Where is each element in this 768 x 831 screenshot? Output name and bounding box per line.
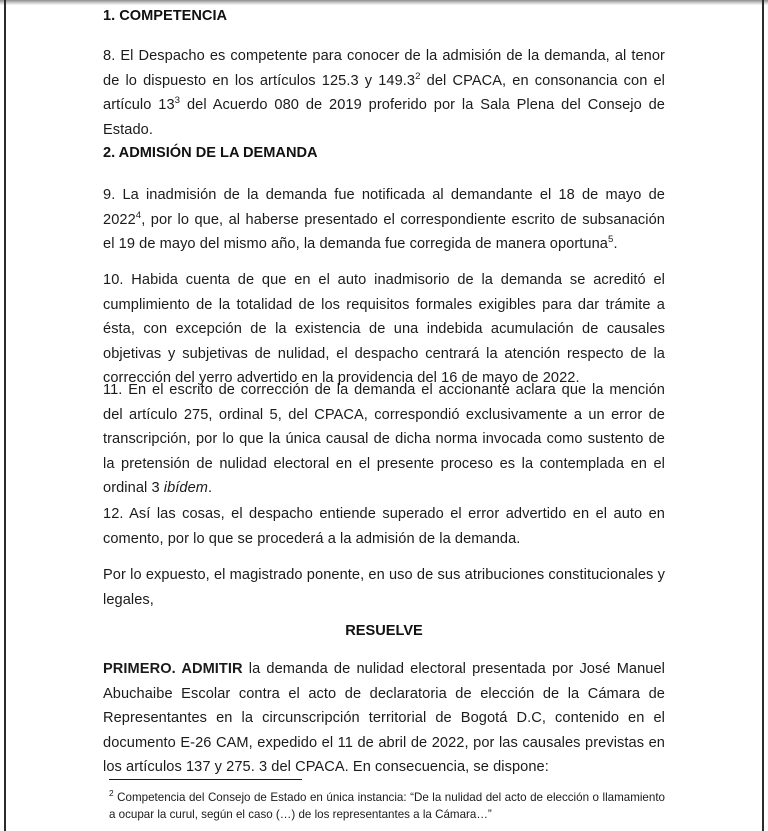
footnote-marker-4-ref[interactable]: 4	[135, 209, 142, 221]
footnote-marker-2-ref[interactable]: 2	[415, 70, 421, 82]
latin-term-ibidem: ibídem	[163, 480, 209, 497]
paragraph-12-text: 12. Así las cosas, el despacho entiende superado el error advertido en el auto en comento, por lo que se procederá a la admisión de la demanda.	[103, 506, 665, 547]
footnote-zone	[103, 779, 665, 824]
footnote-marker-3-ref[interactable]: 3	[174, 95, 181, 107]
footnote-separator-rule	[109, 779, 302, 780]
resolution-item-primero	[103, 657, 665, 780]
section-competencia	[103, 6, 665, 27]
paragraph-9-run-2: , por lo que, al haberse presentado el correspondiente escrito de subsanación el 19 de mayo del mismo año, la demanda fue corregida de manera oportuna	[103, 211, 665, 253]
closing-paragraph-text: Por lo expuesto, el magistrado ponente, en uso de sus atribuciones constitucionales y legales,	[103, 567, 665, 608]
paragraph-8-text	[103, 44, 665, 142]
page-gutter-right	[764, 0, 768, 831]
footnote-marker-5-ref[interactable]: 5	[608, 234, 614, 246]
paragraph-11-run-0: 11. En el escrito de corrección de la demanda el accionante aclara que la mención del artículo 275, ordinal 5, del CPACA, correspondió exclusivamente a un error de transcripción, por lo que la única causal de dicha norma invocada como sustento de la pretensión de nulidad electoral en el presente proceso es la contemplada en el ordinal 3	[103, 382, 665, 497]
paragraph-8-run-2: del CPACA, en consonancia con el artículo 13	[103, 72, 665, 114]
section-admision	[103, 143, 665, 164]
section-heading-competencia: 1. COMPETENCIA	[103, 8, 228, 24]
viewer-top-strip	[0, 0, 768, 5]
paragraph-11-text	[103, 378, 665, 501]
footnote-2-marker: 2	[109, 788, 114, 799]
page-edge-right	[762, 0, 764, 831]
paragraph-11-run-2: .	[208, 480, 213, 497]
document-page	[6, 0, 762, 831]
resolution-item-primero-body: la demanda de nulidad electoral presentada por José Manuel Abuchaibe Escolar contra el acto de declaratoria de elección de la Cámara de Representantes en la circunscripción territorial de Bogotá D.C, contenido en el documento E-26 CAM, expedido el 11 de abril de 2022, por las causales previstas en los artículos 137 y 275. 3 del CPACA. En consecuencia, se dispone:	[103, 661, 665, 776]
footnote-2	[103, 789, 665, 824]
resolution-heading	[103, 620, 665, 642]
paragraph-8-run-0: 8. El Despacho es competente para conocer de la admisión de la demanda, al tenor de lo dispuesto en los artículos 125.3 y 149.3	[103, 48, 665, 89]
paragraph-8	[103, 44, 665, 142]
paragraph-8-run-4: del Acuerdo 080 de 2019 proferido por la Sala Plena del Consejo de Estado.	[103, 97, 665, 138]
paragraph-9-run-4: .	[613, 236, 618, 253]
paragraph-12	[103, 502, 665, 551]
paragraph-11	[103, 378, 665, 501]
closing-paragraph	[103, 563, 665, 612]
page-edge-left	[4, 0, 6, 831]
paragraph-10	[103, 268, 665, 391]
resolution-item-primero-text	[103, 657, 665, 780]
resolution-item-primero-label: PRIMERO. ADMITIR	[103, 661, 243, 677]
paragraph-10-text: 10. Habida cuenta de que en el auto inadmisorio de la demanda se acreditó el cumplimiento de la totalidad de los requisitos formales exigibles para dar trámite a ésta, con excepción de la existencia de una indebida acumulación de causales objetivas y subjetivas de nulidad, el despacho centrará la atención respecto de la corrección del yerro advertido en la providencia del 16 de mayo de 2022.	[103, 272, 665, 387]
resolution-heading-text: RESUELVE	[345, 623, 423, 639]
paragraph-9	[103, 183, 665, 257]
footnote-2-text: Competencia del Consejo de Estado en única instancia: “De la nulidad del acto de elección o llamamiento a ocupar la curul, según el caso (…) de los representantes a la Cámara…”	[109, 791, 665, 822]
paragraph-9-run-0: 9. La inadmisión de la demanda fue notificada al demandante el 18 de mayo de 2022	[103, 187, 665, 228]
section-heading-admision: 2. ADMISIÓN DE LA DEMANDA	[103, 145, 318, 161]
paragraph-9-text	[103, 183, 665, 257]
